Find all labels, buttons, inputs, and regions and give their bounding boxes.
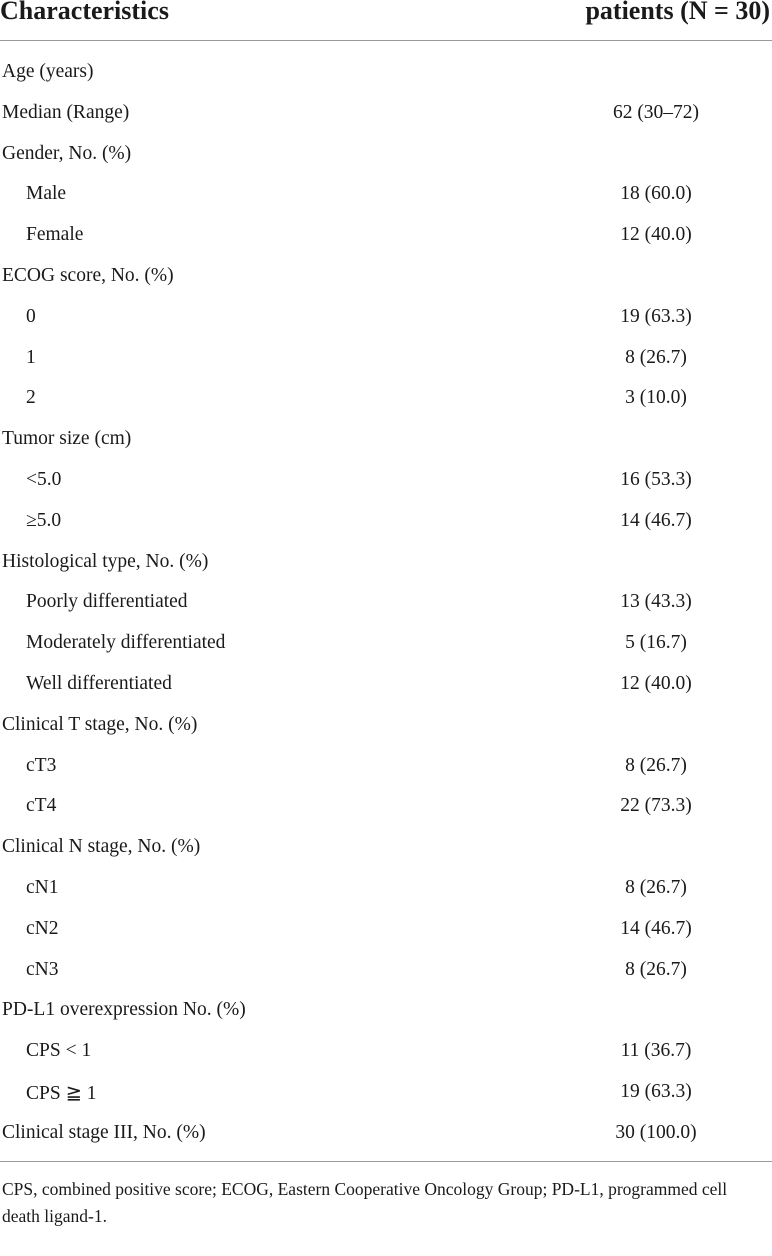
table-row <box>0 1073 772 1114</box>
header-divider <box>0 40 772 41</box>
table-row <box>0 53 772 94</box>
row-value: 8 (26.7) <box>625 958 687 980</box>
row-label: Age (years) <box>2 61 94 82</box>
column-header-patients: patients (N = 30) <box>585 0 770 25</box>
table-footnote: CPS, combined positive score; ECOG, Eastern Cooperative Oncology Group; PD-L1, programmed cell death ligand-1. <box>2 1179 728 1226</box>
row-value: 14 (46.7) <box>620 509 692 531</box>
row-value: 11 (36.7) <box>620 1040 692 1062</box>
row-label: Clinical T stage, No. (%) <box>2 713 198 735</box>
row-label: Histological type, No. (%) <box>2 550 209 572</box>
table-row <box>0 298 772 339</box>
row-label: PD-L1 overexpression No. (%) <box>2 999 246 1021</box>
table-row <box>0 461 772 502</box>
row-label: 2 <box>26 387 36 409</box>
row-value: 13 (43.3) <box>620 591 692 613</box>
table-row <box>0 216 772 257</box>
row-label: Poorly differentiated <box>26 591 188 613</box>
row-value: 12 (40.0) <box>620 224 692 246</box>
table-row <box>0 991 772 1032</box>
table-row <box>0 951 772 992</box>
table-row <box>0 869 772 910</box>
row-label: Clinical N stage, No. (%) <box>2 836 201 858</box>
row-label: Moderately differentiated <box>26 632 226 654</box>
row-label: Female <box>26 224 84 246</box>
row-value: 16 (53.3) <box>620 468 692 490</box>
table-row <box>0 706 772 747</box>
row-value: 8 (26.7) <box>625 346 687 368</box>
table-row <box>0 747 772 788</box>
table-row <box>0 94 772 135</box>
table-row <box>0 828 772 869</box>
row-label: Well differentiated <box>26 672 172 694</box>
table-row <box>0 665 772 706</box>
row-label: 0 <box>26 305 36 327</box>
table-row <box>0 339 772 380</box>
row-value: 19 (63.3) <box>620 1080 692 1102</box>
row-label: Tumor size (cm) <box>2 428 132 450</box>
row-label: <5.0 <box>26 468 62 490</box>
row-label: cT4 <box>26 795 57 817</box>
row-label: cN1 <box>26 876 59 898</box>
row-value: 8 (26.7) <box>625 754 687 776</box>
row-label: cT3 <box>26 754 57 776</box>
table-row <box>0 135 772 176</box>
row-value: 14 (46.7) <box>620 917 692 939</box>
row-label: cN3 <box>26 958 59 980</box>
table-row <box>0 787 772 828</box>
table-body <box>0 53 772 1155</box>
row-value: 8 (26.7) <box>625 876 687 898</box>
row-value: 18 (60.0) <box>620 183 692 205</box>
row-value: 12 (40.0) <box>620 672 692 694</box>
row-label: CPS < 1 <box>26 1040 92 1062</box>
table-row <box>0 420 772 461</box>
table-row <box>0 583 772 624</box>
table-row <box>0 175 772 216</box>
row-label: ≥5.0 <box>26 509 62 531</box>
table-row <box>0 543 772 584</box>
row-value: 30 (100.0) <box>615 1121 697 1143</box>
row-label: ECOG score, No. (%) <box>2 264 174 286</box>
row-label: CPS ≧ 1 <box>26 1082 97 1104</box>
row-label: Gender, No. (%) <box>2 142 132 164</box>
table-header <box>0 0 772 40</box>
table-row <box>0 624 772 665</box>
table-row <box>0 1114 772 1155</box>
column-header-characteristics: Characteristics <box>0 0 169 25</box>
row-label: cN2 <box>26 917 59 939</box>
table-row <box>0 502 772 543</box>
table-row <box>0 910 772 951</box>
row-value: 62 (30–72) <box>612 101 700 123</box>
row-value: 5 (16.7) <box>625 632 687 654</box>
row-value: 19 (63.3) <box>620 305 692 327</box>
row-value: 22 (73.3) <box>620 795 692 817</box>
row-label: Male <box>26 183 67 205</box>
row-label: 1 <box>26 346 36 368</box>
row-label: Clinical stage III, No. (%) <box>2 1121 206 1143</box>
table-row <box>0 379 772 420</box>
footer-divider <box>0 1161 772 1162</box>
table-row <box>0 1032 772 1073</box>
row-value: 3 (10.0) <box>625 387 687 409</box>
row-label: Median (Range) <box>2 101 130 123</box>
table-row <box>0 257 772 298</box>
